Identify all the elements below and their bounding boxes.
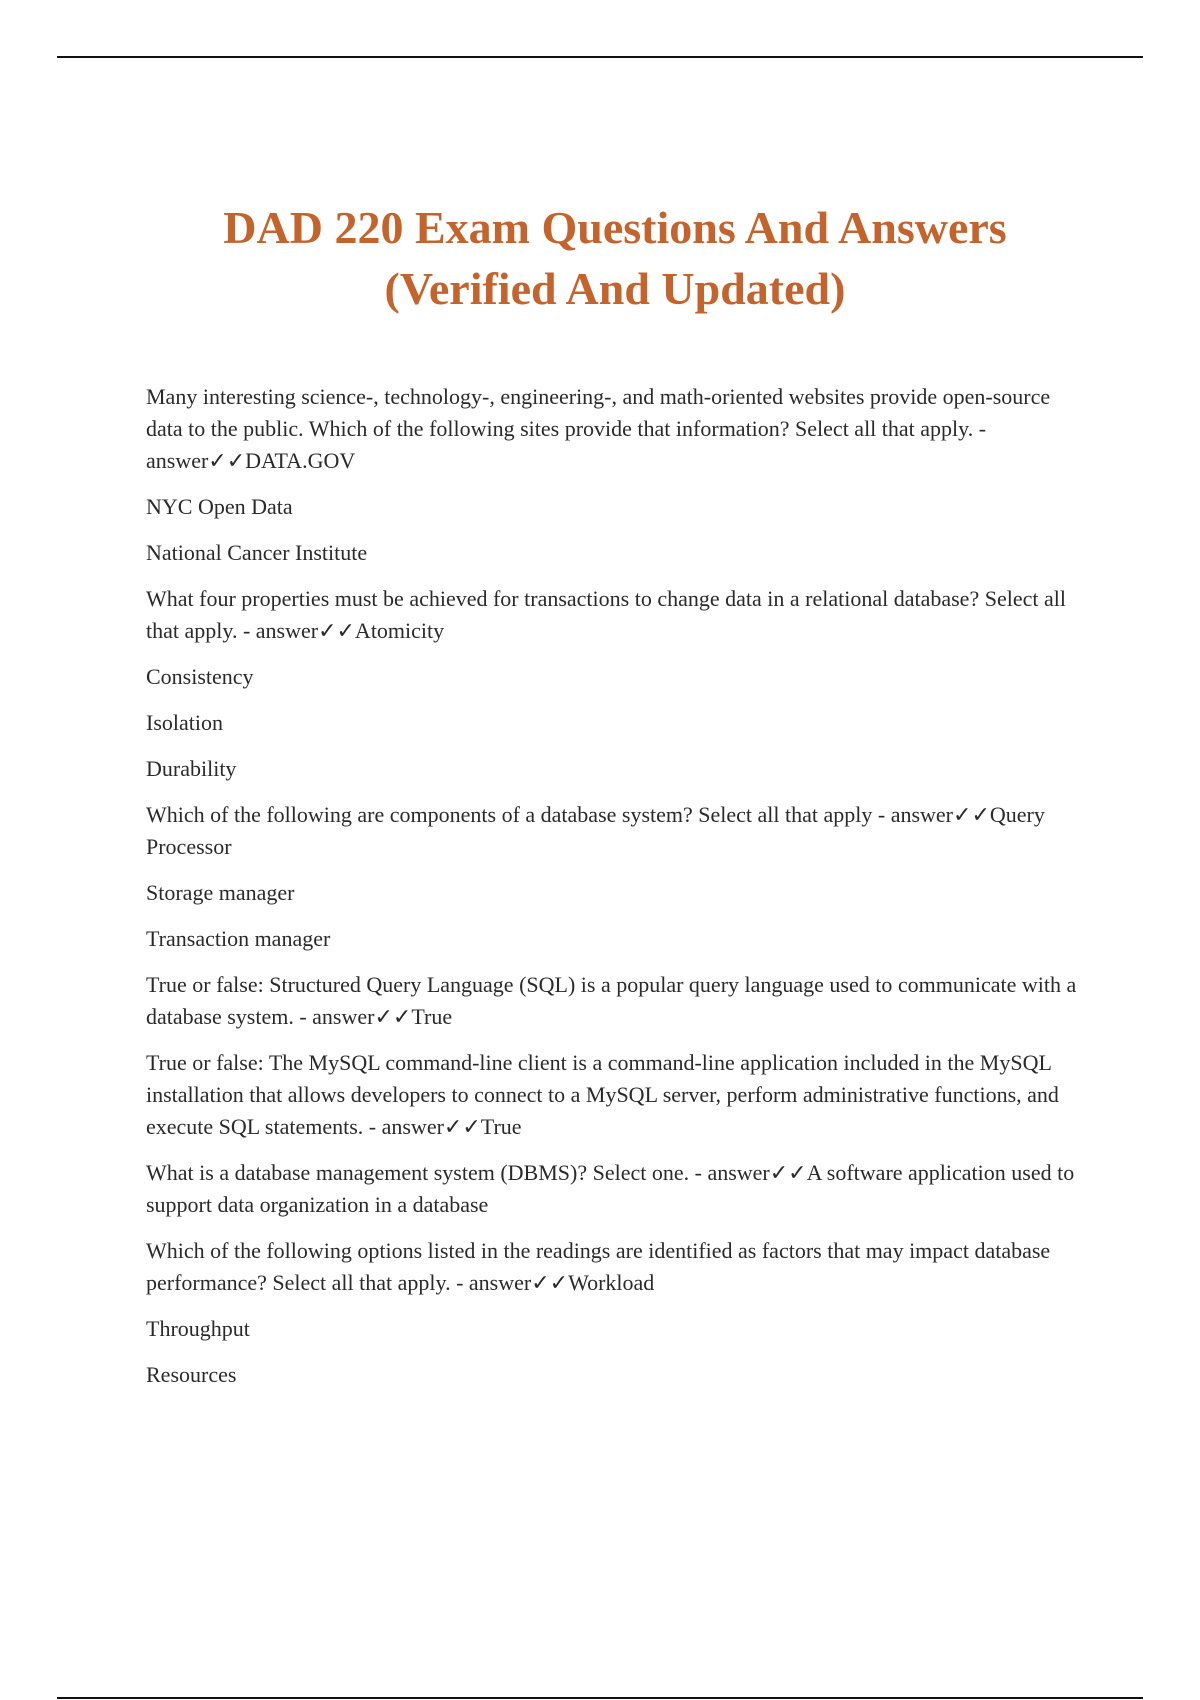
title-line-2: (Verified And Updated): [384, 262, 846, 314]
paragraph: Which of the following are components of a database system? Select all that apply - answer✓✓Query Processor: [146, 802, 1045, 859]
paragraph: Many interesting science-, technology-, engineering-, and math-oriented websites provide open-source data to the public. Which of the following sites provide that information? Select all that apply. - answer✓✓DATA.GOV: [146, 384, 1051, 473]
paragraph: Resources: [146, 1362, 237, 1387]
paragraph: Which of the following options listed in the readings are identified as factors that may impact database performance? Select all that apply. - answer✓✓Workload: [146, 1238, 1051, 1295]
paragraph: Isolation: [146, 710, 223, 735]
paragraph: Durability: [146, 756, 237, 781]
title-line-1: DAD 220 Exam Questions And Answers: [223, 201, 1007, 253]
paragraph: Transaction manager: [146, 926, 331, 951]
bottom-rule: [57, 1697, 1143, 1699]
paragraph: National Cancer Institute: [146, 540, 368, 565]
paragraph: True or false: Structured Query Language (SQL) is a popular query language used to communicate with a database system. - answer✓✓True: [146, 972, 1077, 1029]
paragraph: What four properties must be achieved for transactions to change data in a relational database? Select all that apply. - answer✓✓Atomicity: [146, 586, 1066, 643]
top-rule: [57, 56, 1143, 58]
document-body: [146, 381, 1086, 1405]
paragraph: NYC Open Data: [146, 494, 293, 519]
paragraph: What is a database management system (DBMS)? Select one. - answer✓✓A software application used to support data organization in a database: [146, 1160, 1075, 1217]
paragraph: Consistency: [146, 664, 254, 689]
document-title: [120, 197, 1110, 319]
paragraph: True or false: The MySQL command-line client is a command-line application included in the MySQL installation that allows developers to connect to a MySQL server, perform administrative functions, and execute SQL statements. - answer✓✓True: [146, 1050, 1059, 1139]
paragraph: Storage manager: [146, 880, 295, 905]
paragraph: Throughput: [146, 1316, 250, 1341]
